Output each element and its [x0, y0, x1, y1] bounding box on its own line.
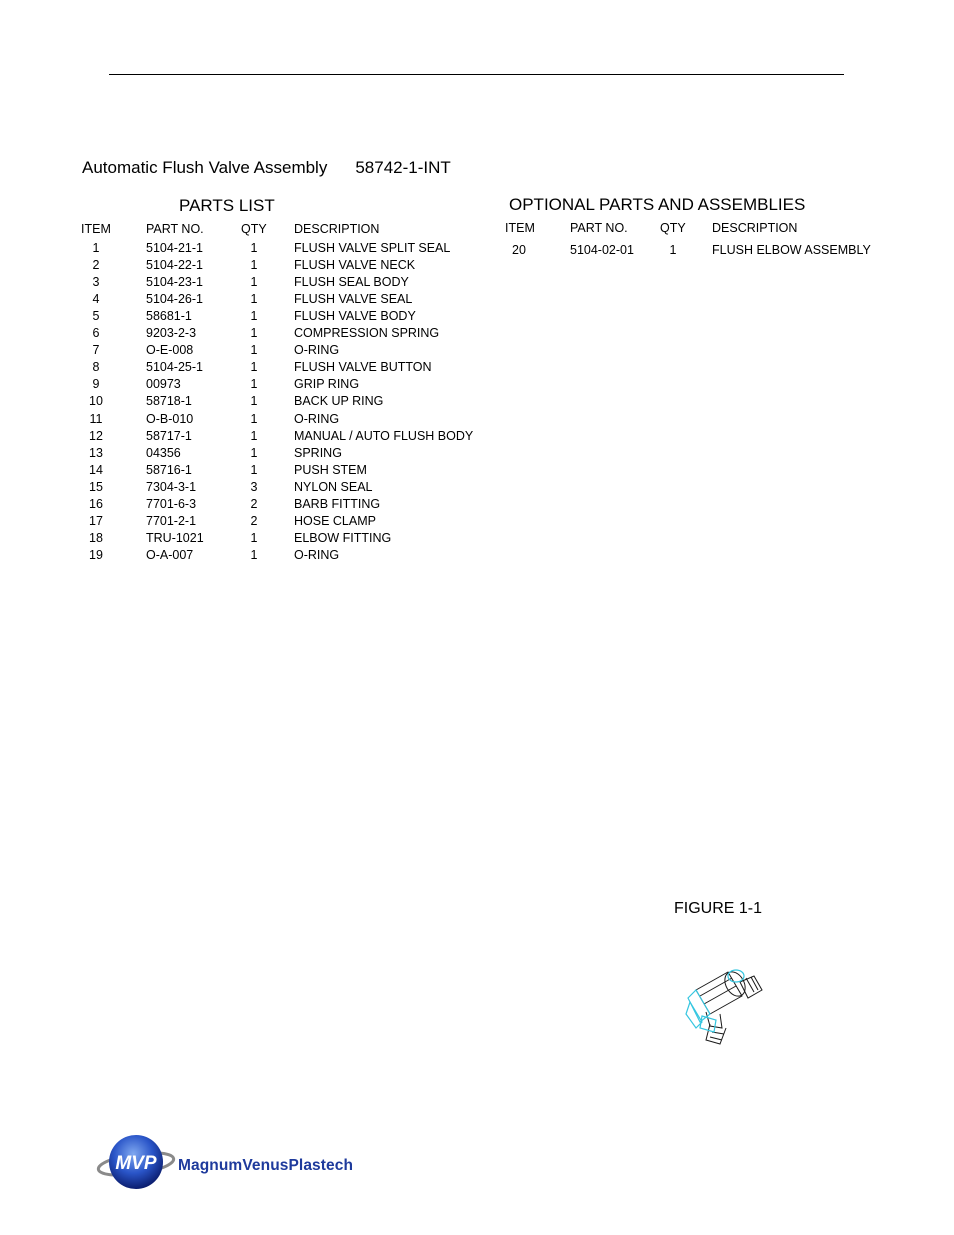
flush-elbow-figure: [676, 962, 771, 1047]
cell-part-no: TRU-1021: [146, 530, 204, 545]
company-name: MagnumVenusPlastech: [178, 1157, 354, 1174]
cell-part-no: O-A-007: [146, 547, 194, 562]
header-rule: [109, 74, 844, 75]
cell-item: 18: [89, 530, 103, 545]
cell-qty: 1: [250, 394, 258, 409]
cell-description: MANUAL / AUTO FLUSH BODY: [294, 428, 474, 443]
cell-item: 14: [89, 462, 103, 477]
cell-item: 4: [92, 292, 100, 307]
cell-part-no: 58716-1: [146, 462, 192, 477]
cell-description: HOSE CLAMP: [294, 513, 376, 528]
cell-qty: 1: [250, 258, 258, 273]
cell-item: 20: [512, 243, 526, 257]
cell-item: 11: [89, 411, 103, 426]
column-header-part-no: PART NO.: [570, 221, 628, 235]
cell-item: 15: [89, 479, 103, 494]
cell-part-no: 00973: [146, 377, 181, 392]
optional-parts-heading: OPTIONAL PARTS AND ASSEMBLIES: [509, 195, 806, 214]
cell-part-no: 5104-02-01: [570, 243, 634, 257]
cell-description: FLUSH ELBOW ASSEMBLY: [712, 243, 871, 257]
cell-qty: 1: [250, 428, 258, 443]
cell-qty: 1: [250, 411, 258, 426]
cell-item: 5: [92, 309, 100, 324]
cell-qty: 1: [250, 241, 258, 255]
column-header-description: DESCRIPTION: [294, 222, 380, 236]
column-header-qty: QTY: [241, 222, 267, 236]
cell-qty: 1: [250, 445, 258, 460]
cell-description: FLUSH VALVE NECK: [294, 258, 416, 273]
cell-part-no: 04356: [146, 445, 181, 460]
cell-description: FLUSH VALVE SEAL: [294, 292, 413, 307]
column-header-part-no: PART NO.: [146, 222, 204, 236]
cell-part-no: 9203-2-3: [146, 326, 197, 341]
cell-part-no: 5104-25-1: [146, 360, 203, 375]
cell-part-no: 5104-22-1: [146, 258, 203, 273]
cell-item: 6: [92, 326, 100, 341]
cell-description: NYLON SEAL: [294, 479, 373, 494]
cell-description: FLUSH VALVE SPLIT SEAL: [294, 241, 451, 255]
cell-qty: 1: [250, 547, 258, 562]
column-header-description: DESCRIPTION: [712, 221, 798, 235]
cell-description: COMPRESSION SPRING: [294, 326, 440, 341]
cell-description: ELBOW FITTING: [294, 530, 392, 545]
cell-item: 7: [92, 343, 100, 358]
cell-description: O-RING: [294, 411, 340, 426]
document-title: [82, 158, 451, 178]
cell-part-no: 5104-21-1: [146, 241, 203, 255]
cell-description: BACK UP RING: [294, 394, 384, 409]
cell-description: O-RING: [294, 343, 340, 358]
cell-qty: 1: [250, 462, 258, 477]
cell-part-no: 7304-3-1: [146, 479, 197, 494]
column-header-item: ITEM: [81, 222, 111, 236]
cell-part-no: 5104-26-1: [146, 292, 203, 307]
column-header-item: ITEM: [505, 221, 535, 235]
cell-item: 10: [89, 394, 103, 409]
cell-description: BARB FITTING: [294, 496, 381, 511]
cell-item: 13: [89, 445, 103, 460]
cell-description: GRIP RING: [294, 377, 360, 392]
cell-qty: 1: [250, 309, 258, 324]
cell-part-no: 58718-1: [146, 394, 192, 409]
cell-part-no: 5104-23-1: [146, 275, 203, 290]
cell-qty: 2: [250, 496, 258, 511]
cell-qty: 1: [250, 360, 258, 375]
cell-item: 8: [92, 360, 100, 375]
cell-description: PUSH STEM: [294, 462, 367, 477]
cell-description: O-RING: [294, 547, 340, 562]
cell-qty: 2: [250, 513, 258, 528]
cell-item: 19: [89, 547, 103, 562]
cell-qty: 1: [250, 377, 258, 392]
cell-part-no: O-E-008: [146, 343, 194, 358]
cell-item: 17: [89, 513, 103, 528]
cell-qty: 3: [250, 479, 258, 494]
cell-item: 9: [92, 377, 100, 392]
figure-label: FIGURE 1-1: [674, 900, 763, 917]
cell-description: SPRING: [294, 445, 342, 460]
cell-item: 1: [92, 241, 100, 255]
cell-qty: 1: [250, 343, 258, 358]
cell-qty: 1: [669, 243, 677, 257]
cell-part-no: 58681-1: [146, 309, 192, 324]
cell-qty: 1: [250, 530, 258, 545]
logo-badge-text: MVP: [115, 1153, 157, 1174]
cell-part-no: 58717-1: [146, 428, 192, 443]
cell-item: 3: [92, 275, 100, 290]
cell-qty: 1: [250, 292, 258, 307]
assembly-number: 58742-1-INT: [355, 158, 451, 177]
assembly-name: Automatic Flush Valve Assembly: [82, 158, 328, 177]
column-header-qty: QTY: [660, 221, 686, 235]
cell-item: 2: [92, 258, 100, 273]
cell-item: 16: [89, 496, 103, 511]
cell-part-no: O-B-010: [146, 411, 194, 426]
cell-part-no: 7701-2-1: [146, 513, 197, 528]
cell-part-no: 7701-6-3: [146, 496, 197, 511]
cell-item: 12: [89, 428, 103, 443]
cell-description: FLUSH VALVE BUTTON: [294, 360, 432, 375]
parts-list-heading: PARTS LIST: [179, 196, 275, 215]
cell-qty: 1: [250, 326, 258, 341]
cell-description: FLUSH SEAL BODY: [294, 275, 409, 290]
cell-qty: 1: [250, 275, 258, 290]
cell-description: FLUSH VALVE BODY: [294, 309, 416, 324]
